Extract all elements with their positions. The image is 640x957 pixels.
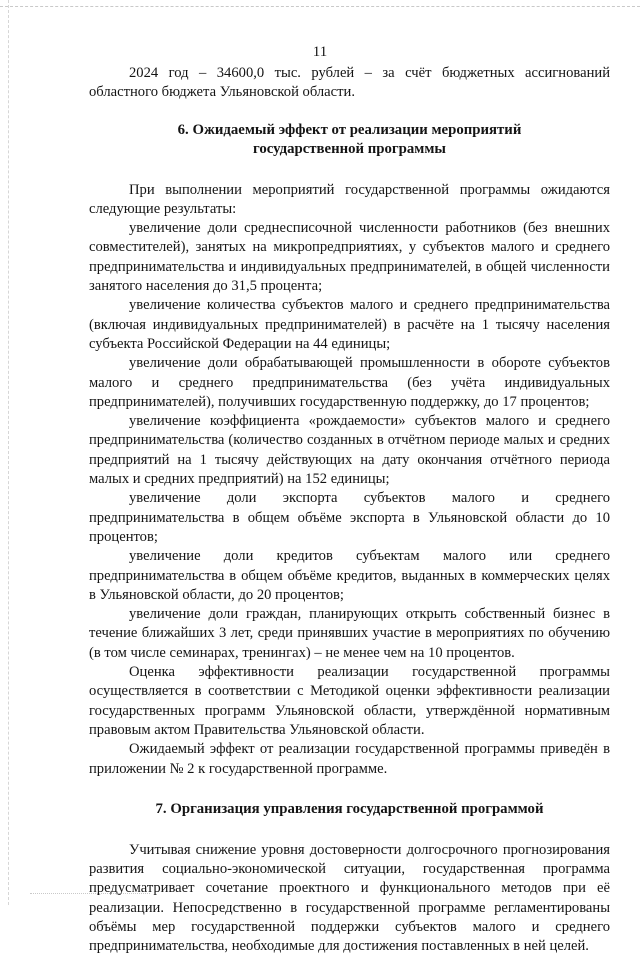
result-item: увеличение доли граждан, планирующих открыть собственный бизнес в течение ближайших 3 лет, среди принявших участие в мероприятиях по обучению (в том числе семинарах, тренингах) – не менее чем на 10 процентов.	[89, 606, 610, 661]
section-7-heading: 7. Организация управления государственной программой	[155, 800, 544, 817]
section-6-heading-line-1: 6. Ожидаемый эффект от реализации мероприятий	[177, 121, 522, 138]
result-item: увеличение количества субъектов малого и среднего предпринимательства (включая индивидуальных предпринимателей) в расчёте на 1 тысячу населения субъекта Российской Федерации на 44 единицы;	[89, 297, 610, 352]
section-6-heading	[89, 121, 610, 159]
evaluation-paragraph: Оценка эффективности реализации государственной программы осуществляется в соответствии с Методикой оценки эффективности реализации государственных программ Ульяновской области, утверждённой нормативным правовым актом Правительства Ульяновской области.	[89, 664, 610, 738]
scan-left-edge	[8, 0, 9, 905]
appendix-paragraph: Ожидаемый эффект от реализации государственной программы приведён в приложении № 2 к государственной программе.	[89, 741, 610, 777]
section-6-heading-line-2: государственной программы	[253, 140, 446, 157]
result-item: увеличение доли обрабатывающей промышленности в обороте субъектов малого и среднего предпринимательства (без учёта индивидуальных предпринимателей), получивших государственную поддержку, до 17 процентов;	[89, 355, 610, 410]
page-number: 11	[312, 44, 328, 60]
result-item: увеличение доли экспорта субъектов малого и среднего предпринимательства в общем объёме экспорта в Ульяновской области до 10 процентов;	[89, 490, 610, 545]
section-7-paragraph: Учитывая снижение уровня достоверности долгосрочного прогнозирования развития социально-экономической ситуации, государственная программа предусматривает сочетание проектного и функционального методов при её реализации. Непосредственно в государственной программе регламентированы объёмы мер государственной поддержки субъектов малого и среднего предпринимательства, необходимые для достижения поставленных в ней целей.	[89, 841, 610, 955]
result-item: увеличение доли кредитов субъектам малого или среднего предпринимательства в общем объёме кредитов, выданных в коммерческих целях в Ульяновской области, до 20 процентов;	[89, 548, 610, 603]
scan-top-edge	[0, 6, 640, 7]
funding-paragraph: 2024 год – 34600,0 тыс. рублей – за счёт бюджетных ассигнований областного бюджета Ульяновской области.	[89, 65, 610, 101]
result-item: увеличение доли среднесписочной численности работников (без внешних совместителей), занятых на микропредприятиях, у субъектов малого и среднего предпринимательства и индивидуальных предпринимателей, в общей численности занятого населения до 31,5 процента;	[89, 220, 610, 295]
result-item: увеличение коэффициента «рождаемости» субъектов малого и среднего предпринимательства (количество созданных в отчётном периоде малых и средних предприятий на 1 тысячу действующих на дату окончания отчётного периода малых и средних предприятий) на 152 единицы;	[89, 413, 610, 488]
section-6-lead: При выполнении мероприятий государственной программы ожидаются следующие результаты:	[89, 181, 610, 217]
document-body	[89, 64, 610, 957]
